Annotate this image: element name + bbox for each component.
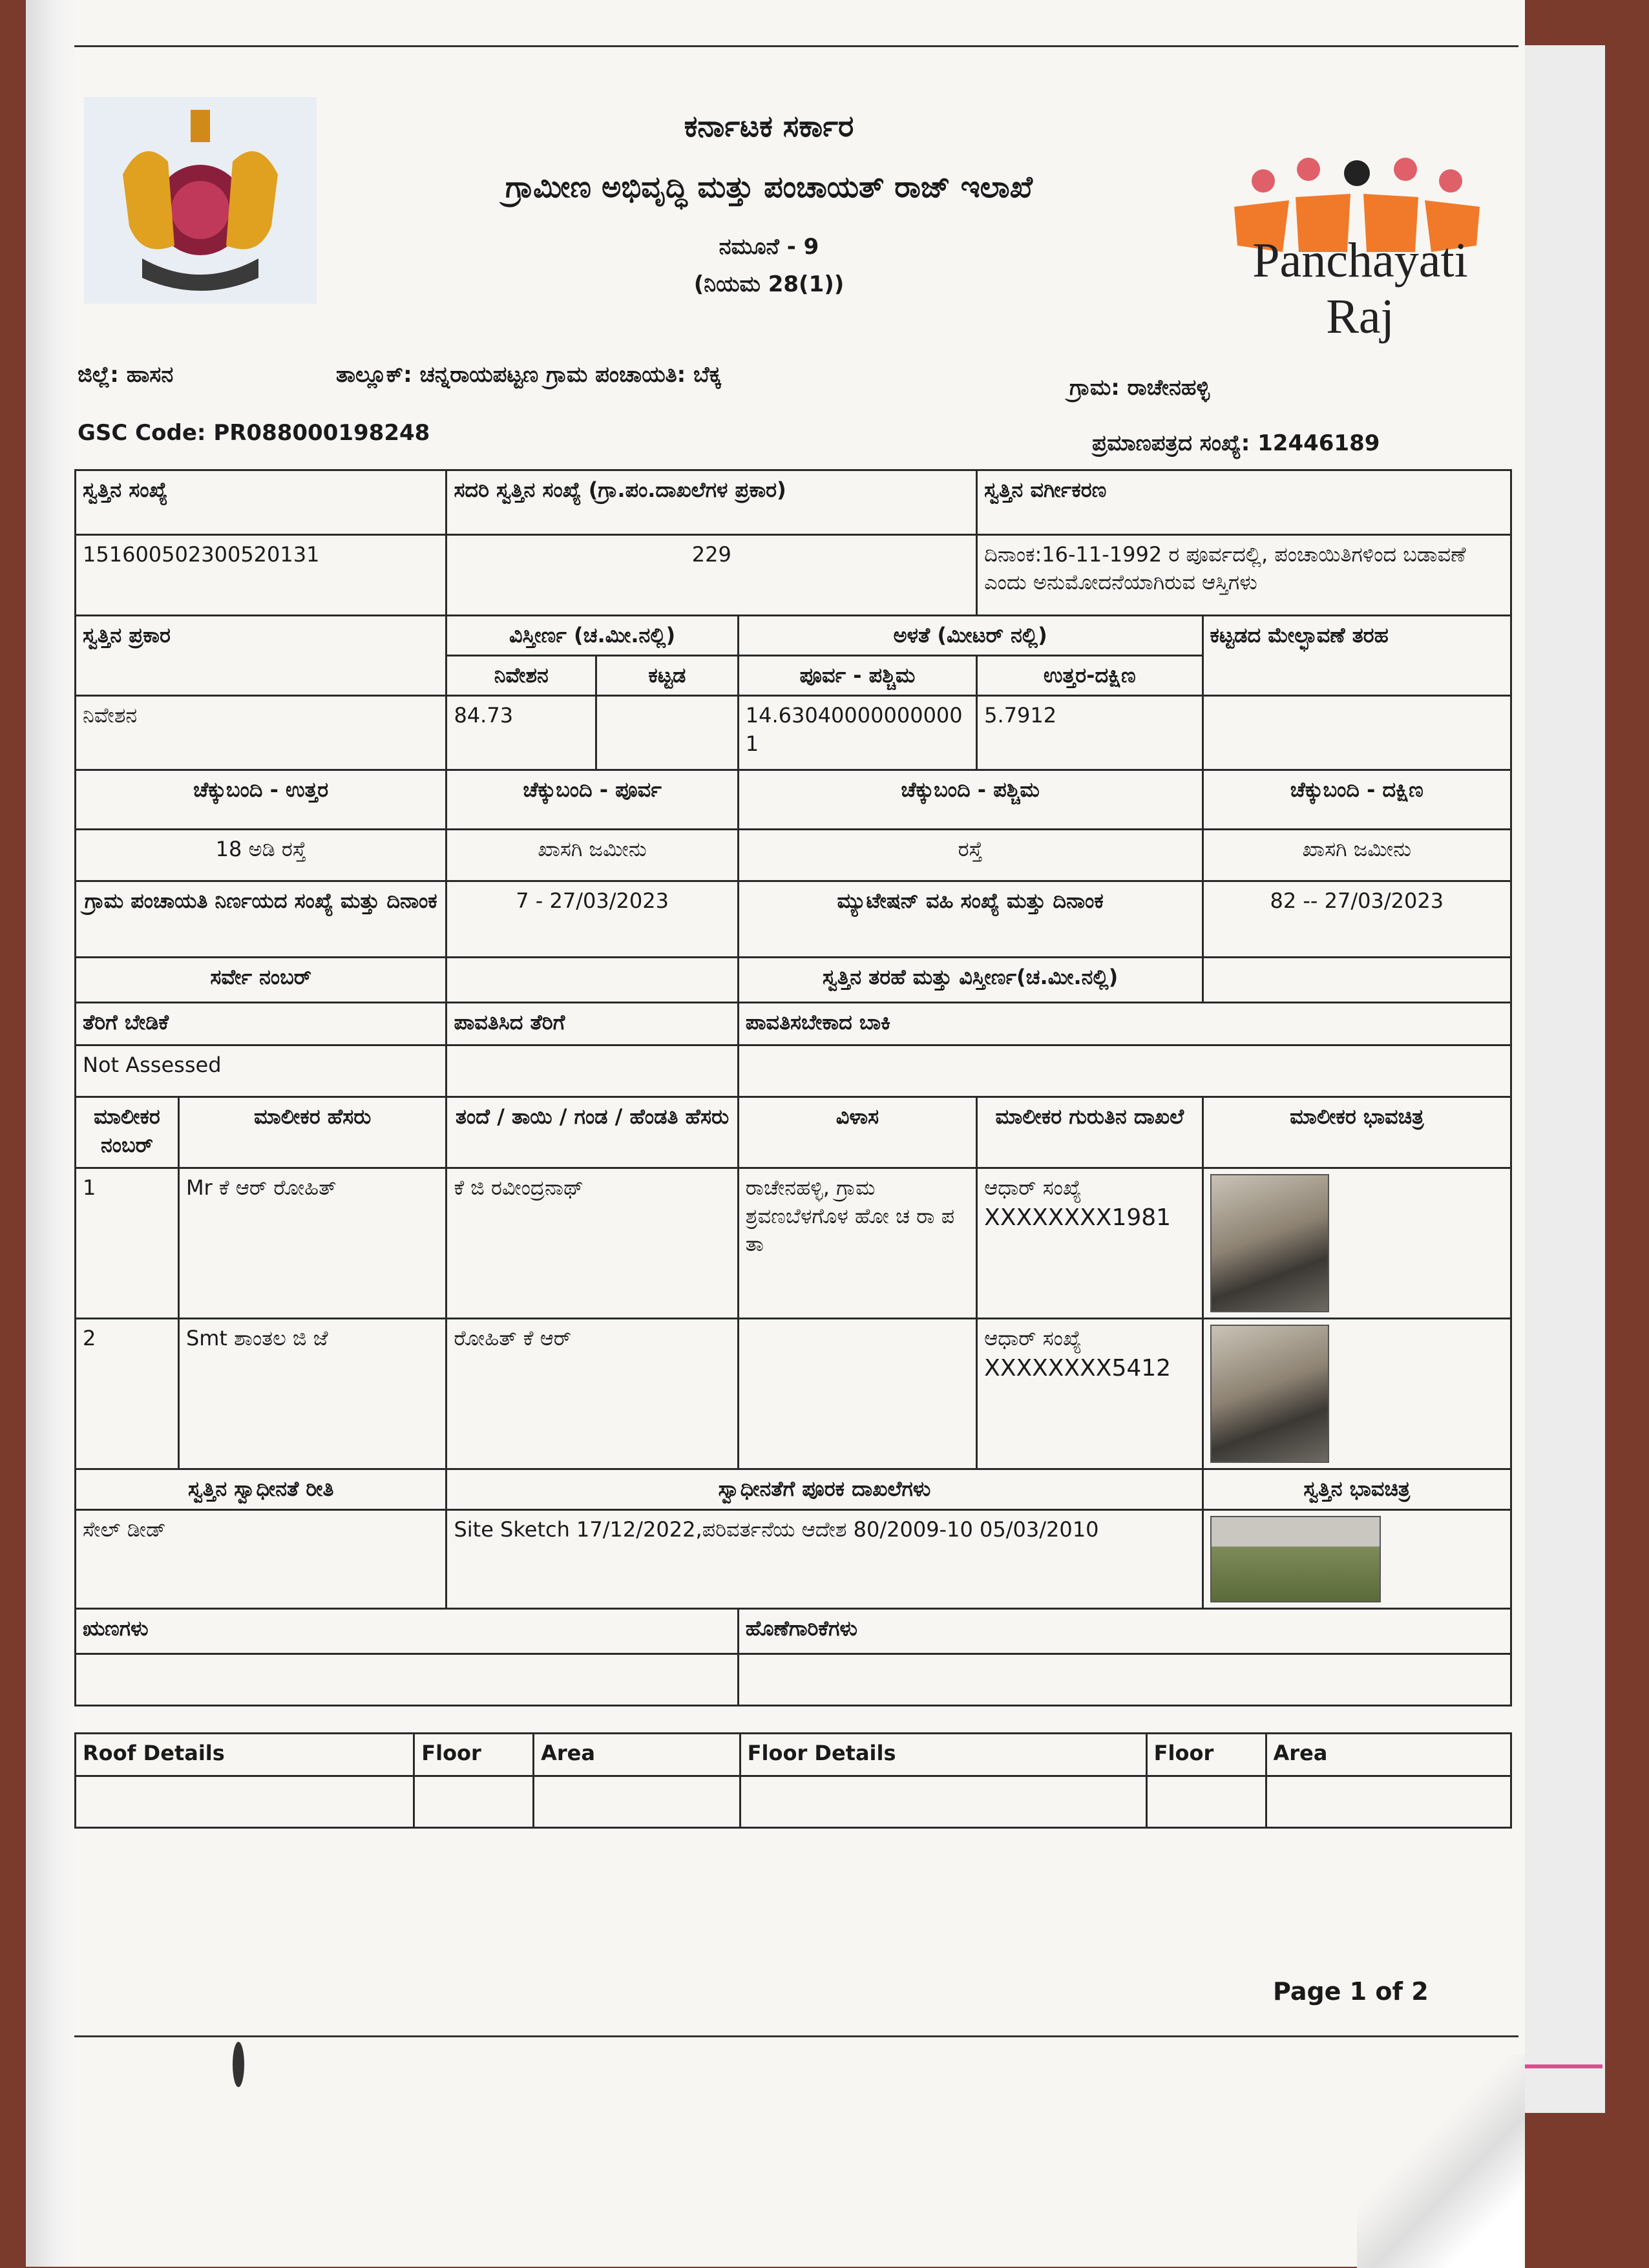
roof-floor-cell (414, 1776, 534, 1827)
nature-area-value (1203, 958, 1511, 1003)
rule-number: (ನಿಯಮ 28(1)) (693, 271, 845, 297)
owner-id-type: ಆಧಾರ್ ಸಂಖ್ಯೆ (984, 1326, 1082, 1351)
property-photo (1210, 1516, 1381, 1602)
boundary-north-value: 18 ಅಡಿ ರಸ್ತೆ (76, 830, 446, 881)
owner-name-header: ಮಾಲೀಕರ ಹೆಸರು (178, 1097, 446, 1168)
liabilities-value (738, 1654, 1511, 1705)
owner-name: Smt ಶಾಂತಲ ಜಿ ಜೆ (178, 1319, 446, 1469)
survey-number-value (446, 958, 738, 1003)
property-id-value: 151600502300520131 (76, 535, 446, 616)
panchayati-raj-text: Panchayati Raj (1252, 233, 1468, 344)
owner-id-type: ಆಧಾರ್ ಸಂಖ್ಯೆ (984, 1175, 1082, 1201)
roof-floor-header: Floor (414, 1733, 534, 1776)
page-curl (1357, 2055, 1525, 2268)
page-binding-shadow (26, 0, 78, 2267)
owner-relative: ಕೆ ಜಿ ರವೀಂದ್ರನಾಥ್ (446, 1168, 738, 1319)
floor-area-header: Area (1266, 1733, 1511, 1776)
certificate-number: ಪ್ರಮಾಣಪತ್ರದ ಸಂಖ್ಯೆ: 12446189 (1092, 430, 1380, 456)
sadari-number-label: ಸದರಿ ಸ್ವತ್ತಿನ ಸಂಖ್ಯೆ (ಗ್ರಾ.ಪಂ.ದಾಖಲೆಗಳ ಪ್ರಕಾರ) (446, 470, 977, 535)
roof-area-header: Area (534, 1733, 740, 1776)
boundary-east-value: ಖಾಸಗಿ ಜಮೀನು (446, 830, 738, 881)
property-record-table (74, 469, 1512, 1829)
site-area-value: 84.73 (446, 696, 596, 770)
boundary-east-label: ಚೆಕ್ಕುಬಂದಿ - ಪೂರ್ವ (446, 770, 738, 830)
building-area-value (596, 696, 739, 770)
rights-value (76, 1654, 739, 1705)
bottom-rule (74, 2035, 1518, 2037)
property-type-label: ಸ್ವತ್ತಿನ ಪ್ರಕಾರ (76, 616, 446, 696)
owner-number: 1 (76, 1168, 179, 1319)
karnataka-emblem (84, 97, 317, 304)
survey-number-label: ಸರ್ವೇ ನಂಬರ್ (76, 958, 446, 1003)
owner-photo-cell (1203, 1319, 1511, 1469)
building-area-label: ಕಟ್ಟಡ (596, 656, 739, 696)
roof-area-cell (534, 1776, 740, 1827)
boundary-west-label: ಚೆಕ್ಕುಬಂದಿ - ಪಶ್ಚಿಮ (738, 770, 1203, 830)
tax-demand-value: Not Assessed (76, 1045, 446, 1097)
floor-details-cell (740, 1776, 1146, 1827)
classification-label: ಸ್ವತ್ತಿನ ವರ್ಗೀಕರಣ (977, 470, 1511, 535)
north-south-label: ಉತ್ತರ-ದಕ್ಷಿಣ (977, 656, 1203, 696)
area-label: ವಿಸ್ತೀರ್ಣ (ಚ.ಮೀ.ನಲ್ಲಿ) (446, 616, 738, 656)
form-number: ನಮೂನೆ - 9 (719, 234, 819, 260)
roof-details-header: Roof Details (76, 1733, 414, 1776)
tax-demand-label: ತೆರಿಗೆ ಬೇಡಿಕೆ (76, 1003, 446, 1045)
tax-paid-value (446, 1045, 738, 1097)
owner-address (738, 1319, 976, 1469)
ownership-docs-label: ಸ್ವಾಧೀನತೆಗೆ ಪೂರಕ ದಾಖಲೆಗಳು (446, 1469, 1203, 1509)
government-title: ಕರ್ನಾಟಕ ಸರ್ಕಾರ (684, 109, 854, 143)
owner-number-header: ಮಾಲೀಕರ ನಂಬರ್ (76, 1097, 179, 1168)
district: ಜಿಲ್ಲೆ: ಹಾಸನ (78, 362, 174, 388)
owner-relative: ರೋಹಿತ್ ಕೆ ಆರ್ (446, 1319, 738, 1469)
ownership-mode-label: ಸ್ವತ್ತಿನ ಸ್ವಾಧೀನತೆ ರೀತಿ (76, 1469, 446, 1509)
mutation-register-value: 82 -- 27/03/2023 (1203, 881, 1511, 958)
ownership-mode-value: ಸೇಲ್ ಡೀಡ್ (76, 1509, 446, 1608)
owner-id-cell (977, 1168, 1203, 1319)
owner-photo-cell (1203, 1168, 1511, 1319)
owner-number: 2 (76, 1319, 179, 1469)
boundary-south-label: ಚೆಕ್ಕುಬಂದಿ - ದಕ್ಷಿಣ (1203, 770, 1511, 830)
owner-id-number: XXXXXXXX5412 (984, 1354, 1171, 1381)
tax-due-label: ಪಾವತಿಸಬೇಕಾದ ಬಾಕಿ (738, 1003, 1511, 1045)
tax-paid-label: ಪಾವತಿಸಿದ ತೆರಿಗೆ (446, 1003, 738, 1045)
classification-value: ದಿನಾಂಕ:16-11-1992 ರ ಪೂರ್ವದಲ್ಲಿ, ಪಂಚಾಯಿತಿಗಳಿಂದ ಬಡಾವಣೆ ಎಂದು ಅನುಮೋದನೆಯಾಗಿರುವ ಆಸ್ತಿಗಳು (977, 535, 1511, 616)
owner-photo (1210, 1325, 1329, 1463)
boundary-south-value: ಖಾಸಗಿ ಜಮೀನು (1203, 830, 1511, 881)
floor-details-table (74, 1732, 1512, 1829)
floor-details-header: Floor Details (740, 1733, 1146, 1776)
department-title: ಗ್ರಾಮೀಣ ಅಭಿವೃದ್ಧಿ ಮತ್ತು ಪಂಚಾಯತ್ ರಾಜ್ ಇಲಾಖೆ (505, 169, 1033, 204)
owner-photo-header: ಮಾಲೀಕರ ಭಾವಚಿತ್ರ (1203, 1097, 1511, 1168)
liabilities-label: ಹೊಣೆಗಾರಿಕೆಗಳು (738, 1608, 1511, 1654)
owner-name: Mr ಕೆ ಆರ್ ರೋಹಿತ್ (178, 1168, 446, 1319)
east-west-label: ಪೂರ್ವ - ಪಶ್ಚಿಮ (738, 656, 976, 696)
roof-details-cell (76, 1776, 414, 1827)
table-row (76, 1319, 1511, 1469)
rights-label: ಋಣಗಳು (76, 1608, 739, 1654)
tax-due-value (738, 1045, 1511, 1097)
roof-type-label: ಕಟ್ಟಡದ ಮೇಲ್ಛಾವಣೆ ತರಹ (1203, 616, 1511, 696)
owner-id-cell (977, 1319, 1203, 1469)
property-id-label: ಸ್ವತ್ತಿನ ಸಂಖ್ಯೆ (76, 470, 446, 535)
top-rule (74, 45, 1518, 47)
table-row (76, 1168, 1511, 1319)
page-number: Page 1 of 2 (1273, 1977, 1429, 2006)
east-west-value: 14.630400000000001 (738, 696, 976, 770)
owner-address-header: ವಿಳಾಸ (738, 1097, 976, 1168)
taluk-gram-panchayat: ತಾಲ್ಲೂಕ್: ಚನ್ನರಾಯಪಟ್ಟಣ ಗ್ರಾಮ ಪಂಚಾಯತಿ: ಬೆಕ್ಕ (336, 362, 722, 388)
property-type-value: ನಿವೇಶನ (76, 696, 446, 770)
property-photo-cell (1203, 1509, 1511, 1608)
owner-id-number: XXXXXXXX1981 (984, 1204, 1171, 1231)
mutation-register-label: ಮ್ಯುಟೇಷನ್ ವಹಿ ಸಂಖ್ಯೆ ಮತ್ತು ದಿನಾಂಕ (738, 881, 1203, 958)
dimensions-label: ಅಳತೆ (ಮೀಟರ್ ನಲ್ಲಿ) (738, 616, 1203, 656)
sadari-number-value: 229 (446, 535, 977, 616)
boundary-north-label: ಚೆಕ್ಕುಬಂದಿ - ಉತ್ತರ (76, 770, 446, 830)
owner-photo (1210, 1174, 1329, 1312)
ownership-docs-value: Site Sketch 17/12/2022,ಪರಿವರ್ತನೆಯ ಆದೇಶ 80/2009-10 05/03/2010 (446, 1509, 1203, 1608)
ink-smudge (233, 2042, 244, 2087)
north-south-value: 5.7912 (977, 696, 1203, 770)
gsc-code: GSC Code: PR088000198248 (78, 420, 430, 446)
roof-type-value (1203, 696, 1511, 770)
nature-area-label: ಸ್ವತ್ತಿನ ತರಹೆ ಮತ್ತು ವಿಸ್ತೀರ್ಣ(ಚ.ಮೀ.ನಲ್ಲಿ) (738, 958, 1203, 1003)
floor-floor-header: Floor (1146, 1733, 1266, 1776)
boundary-west-value: ರಸ್ತೆ (738, 830, 1203, 881)
village: ಗ್ರಾಮ: ರಾಚೇನಹಳ್ಳಿ (1069, 375, 1210, 401)
owner-id-header: ಮಾಲೀಕರ ಗುರುತಿನ ದಾಖಲೆ (977, 1097, 1203, 1168)
owner-relative-header: ತಂದೆ / ತಾಯಿ / ಗಂಡ / ಹೆಂಡತಿ ಹೆಸರು (446, 1097, 738, 1168)
property-photo-label: ಸ್ವತ್ತಿನ ಭಾವಚಿತ್ರ (1203, 1469, 1511, 1509)
gp-resolution-label: ಗ್ರಾಮ ಪಂಚಾಯತಿ ನಿರ್ಣಯದ ಸಂಖ್ಯೆ ಮತ್ತು ದಿನಾಂಕ (76, 881, 446, 958)
floor-floor-cell (1146, 1776, 1266, 1827)
site-area-label: ನಿವೇಶನ (446, 656, 596, 696)
owner-address: ರಾಚೇನಹಳ್ಳಿ, ಗ್ರಾಮ ಶ್ರವಣಬೆಳಗೊಳ ಹೋ ಚ ರಾ ಪ ತಾ (738, 1168, 976, 1319)
floor-area-cell (1266, 1776, 1511, 1827)
gp-resolution-value: 7 - 27/03/2023 (446, 881, 738, 958)
